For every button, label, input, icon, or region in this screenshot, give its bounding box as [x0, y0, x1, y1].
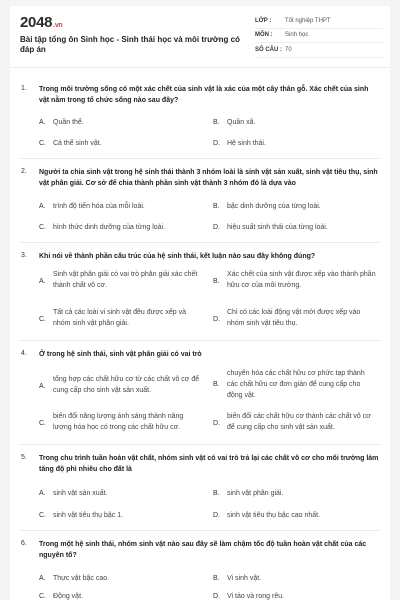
question-text: Khi nói về thành phần cấu trúc của hệ sinh thái, kết luận nào sau đây không đúng?: [39, 253, 316, 260]
option-letter: D.: [213, 224, 220, 231]
option-text: trình độ tiến hóa của mỗi loài.: [53, 203, 145, 210]
option-letter: B.: [213, 203, 220, 210]
option-letter: C.: [39, 316, 46, 323]
option-text: Cá thể sinh vật.: [53, 140, 102, 147]
answer-option[interactable]: [213, 411, 377, 433]
meta-value: Sinh học: [285, 32, 309, 39]
option-letter: A.: [39, 203, 46, 210]
document-page: [10, 6, 390, 600]
option-letter: C.: [39, 420, 46, 427]
answer-option[interactable]: [213, 138, 377, 149]
option-letter: A.: [39, 119, 46, 126]
option-text: biến đổi các chất hữu cơ thành các chất vô cơ để cung cấp cho sinh vật sản xuất.: [227, 413, 371, 431]
answer-option[interactable]: [213, 117, 377, 128]
site-logo[interactable]: [20, 14, 62, 31]
answer-option[interactable]: [39, 307, 203, 329]
question-text: Trong một hệ sinh thái, nhóm sinh vật nào sau đây sẽ làm chậm tốc độ tuần hoàn vật chất của các nguyên tố?: [39, 541, 367, 559]
question-divider: [20, 242, 380, 243]
question-divider: [20, 444, 380, 445]
option-text: sinh vật sản xuất.: [53, 490, 108, 497]
option-text: Tất cả các loài vi sinh vật đều được xếp và nhóm sinh vật phân giải.: [53, 309, 187, 327]
logo-main: 2048: [20, 14, 53, 31]
option-letter: A.: [39, 575, 46, 582]
question-number: 2.: [21, 168, 27, 175]
meta-row-class: [255, 14, 383, 29]
option-letter: D.: [213, 593, 220, 600]
meta-key: SỐ CÂU :: [255, 46, 282, 53]
answer-option[interactable]: [39, 573, 203, 584]
option-text: sinh vật tiêu thụ bậc 1.: [53, 512, 124, 519]
meta-value: 70: [285, 46, 292, 53]
option-letter: A.: [39, 278, 46, 285]
answer-option[interactable]: [39, 374, 203, 396]
answer-option[interactable]: [213, 368, 377, 401]
option-text: sinh vật phân giải.: [227, 490, 284, 497]
question-divider: [20, 530, 380, 531]
option-letter: A.: [39, 490, 46, 497]
answer-option[interactable]: [39, 269, 203, 291]
option-letter: D.: [213, 512, 220, 519]
answer-option[interactable]: [39, 222, 203, 233]
answer-option[interactable]: [213, 222, 377, 233]
logo-suffix: .vn: [53, 22, 63, 29]
answer-option[interactable]: [39, 117, 203, 128]
option-text: Động vật.: [53, 593, 83, 600]
option-text: Hệ sinh thái.: [227, 140, 266, 147]
option-letter: B.: [213, 119, 220, 126]
question-text: Người ta chia sinh vật trong hệ sinh thái thành 3 nhóm loài là sinh vật sản xuất, sinh vật tiêu thụ, sinh vật phân giải. Cơ sở để chia thành phần sinh vật thành 3 nhóm đó là dựa vào: [39, 169, 378, 187]
option-letter: C.: [39, 224, 46, 231]
answer-option[interactable]: [213, 488, 377, 499]
document-title: Bài tập tổng ôn Sinh học - Sinh thái học và môi trường có đáp án: [20, 35, 240, 54]
option-letter: D.: [213, 140, 220, 147]
option-text: Quần xã.: [227, 119, 256, 126]
option-text: Sinh vật phân giải có vai trò phân giải xác chết thành chất vô cơ.: [53, 271, 198, 289]
option-text: bậc dinh dưỡng của từng loài.: [227, 203, 321, 210]
question-number: 6.: [21, 540, 27, 547]
document-header: [10, 6, 390, 68]
option-text: Vi sinh vật.: [227, 575, 262, 582]
answer-option[interactable]: [39, 138, 203, 149]
option-letter: A.: [39, 383, 46, 390]
option-letter: D.: [213, 420, 220, 427]
meta-value: Tốt nghiệp THPT: [285, 17, 331, 24]
question-text: Ở trong hệ sinh thái, sinh vật phân giải có vai trò: [39, 351, 202, 358]
option-letter: B.: [213, 381, 220, 388]
option-text: Chỉ có các loài động vật mới được xếp vào nhóm sinh vật tiêu thụ.: [227, 309, 361, 327]
meta-key: LỚP :: [255, 17, 272, 24]
option-text: hiệu suất sinh thái của từng loài.: [227, 224, 328, 231]
answer-option[interactable]: [39, 411, 203, 433]
answer-option[interactable]: [213, 573, 377, 584]
option-text: biến đổi năng lượng ánh sáng thành năng lượng hóa học có trong các chất hữu cơ.: [53, 413, 184, 431]
option-text: hình thức dinh dưỡng của từng loài.: [53, 224, 166, 231]
meta-row-count: [255, 43, 383, 58]
option-letter: B.: [213, 278, 220, 285]
question-divider: [20, 158, 380, 159]
answer-option[interactable]: [39, 591, 203, 600]
question-number: 4.: [21, 350, 27, 357]
option-text: tổng hợp các chất hữu cơ từ các chất vô cơ để cung cấp cho sinh vật sản xuất.: [53, 376, 200, 394]
option-letter: B.: [213, 490, 220, 497]
option-text: Thực vật bậc cao.: [53, 575, 110, 582]
option-letter: C.: [39, 512, 46, 519]
meta-row-subject: [255, 29, 383, 44]
question-number: 5.: [21, 454, 27, 461]
answer-option[interactable]: [213, 201, 377, 212]
option-text: Quần thể.: [53, 119, 84, 126]
option-letter: D.: [213, 316, 220, 323]
option-text: Xác chết của sinh vật được xếp vào thành phần hữu cơ của môi trường.: [227, 271, 376, 289]
meta-key: MÔN :: [255, 32, 273, 39]
answer-option[interactable]: [213, 510, 377, 521]
option-letter: C.: [39, 593, 46, 600]
question-divider: [20, 340, 380, 341]
document-meta: [255, 14, 383, 58]
option-text: sinh vật tiêu thụ bậc cao nhất.: [227, 512, 321, 519]
option-letter: B.: [213, 575, 220, 582]
answer-option[interactable]: [213, 269, 377, 291]
answer-option[interactable]: [213, 307, 377, 329]
option-letter: C.: [39, 140, 46, 147]
option-text: Vi tảo và rong rêu.: [227, 593, 285, 600]
answer-option[interactable]: [39, 510, 203, 521]
question-text: Trong chu trình tuần hoàn vật chất, nhóm sinh vật có vai trò trả lại các chất vô cơ cho môi trường làm tăng độ phì nhiêu cho đất là: [39, 455, 379, 473]
question-number: 3.: [21, 252, 27, 259]
answer-option[interactable]: [213, 591, 377, 600]
answer-option[interactable]: [39, 201, 203, 212]
option-text: chuyển hóa các chất hữu cơ phức tạp thành các chất hữu cơ đơn giản để cung cấp cho động vật.: [227, 370, 365, 399]
question-text: Trong môi trường sống có một xác chết của sinh vật là xác của một cây thân gỗ. Xác chết của sinh vật nằm trong tổ chức sống nào sau đây?: [39, 86, 369, 104]
question-number: 1.: [21, 85, 27, 92]
answer-option[interactable]: [39, 488, 203, 499]
